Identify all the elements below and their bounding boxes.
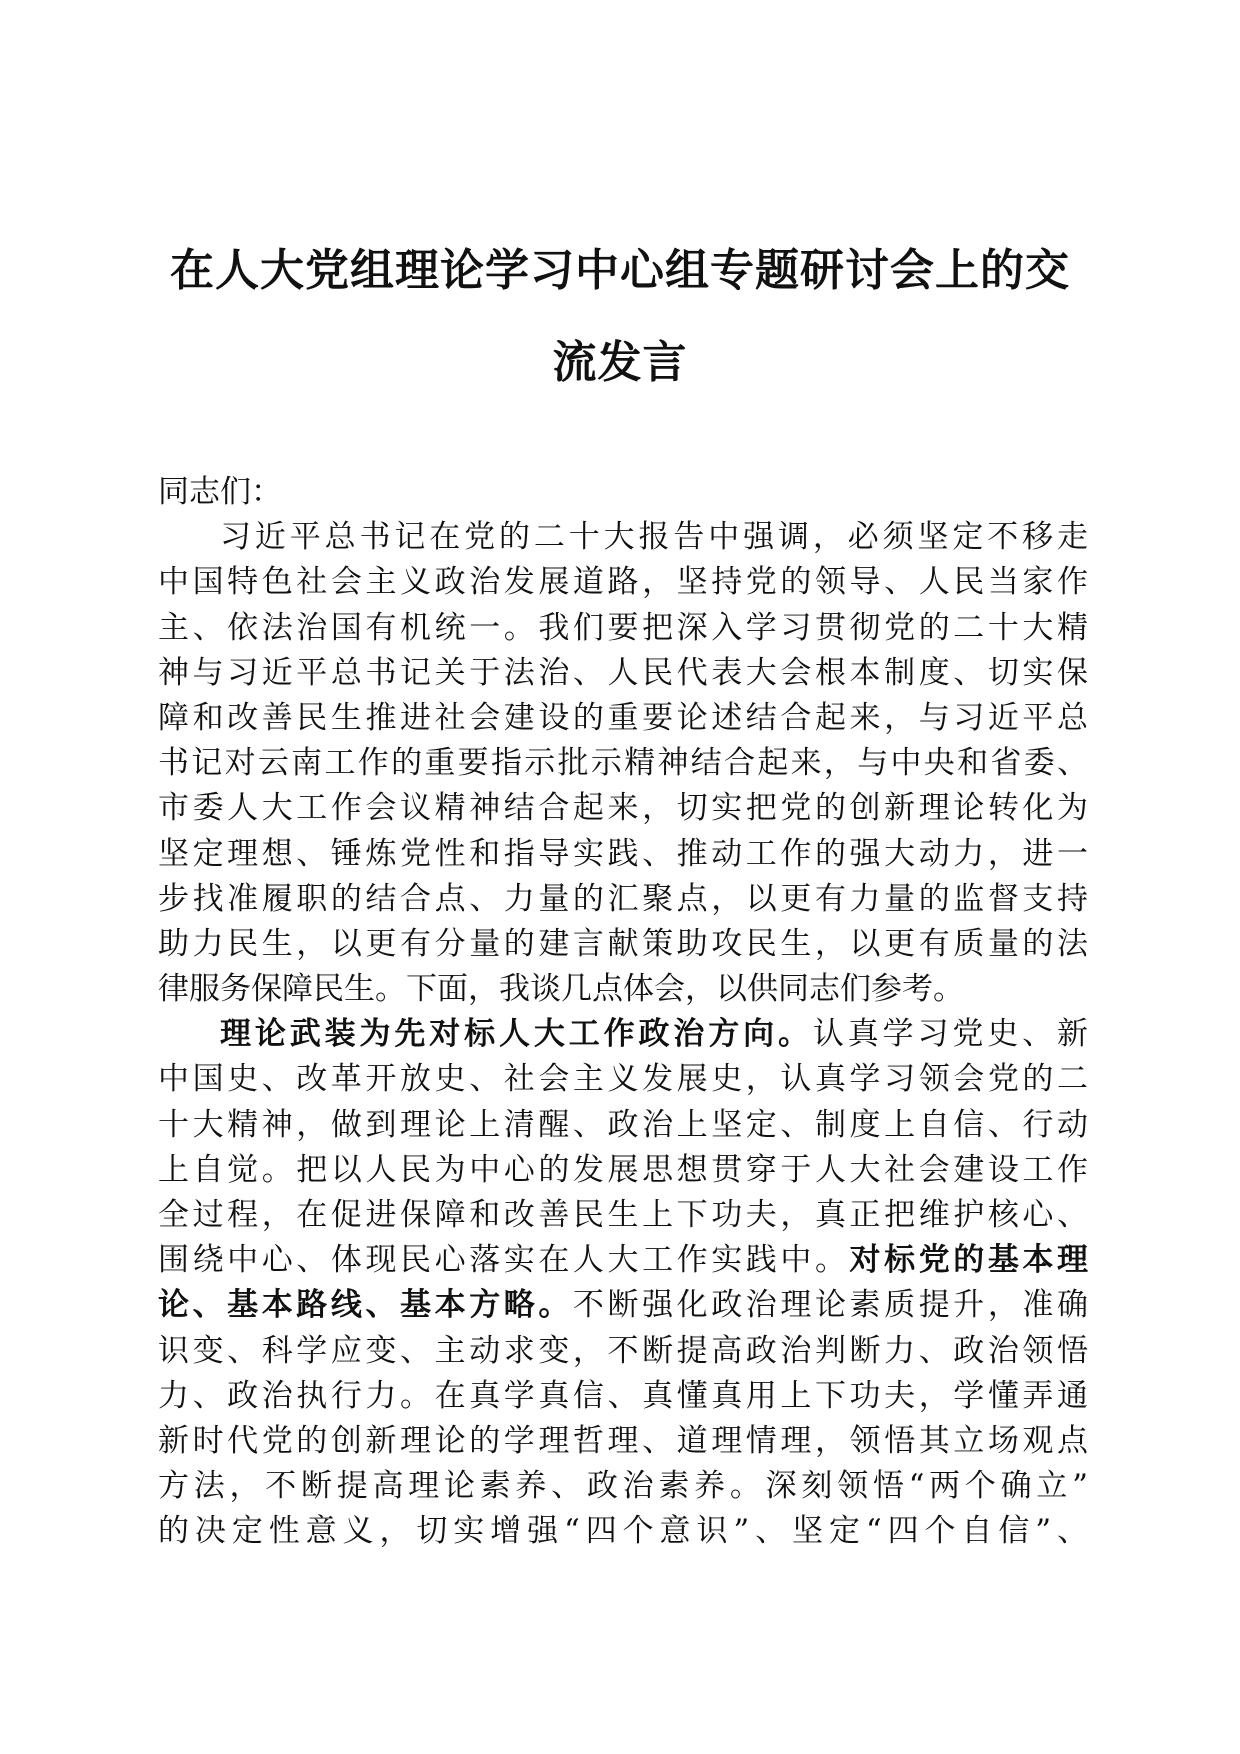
document-title bbox=[150, 225, 1090, 409]
paragraph-2-text: 不断强化政治理论素质提升，准确 bbox=[572, 1287, 1088, 1324]
paragraph-2-line: 中国史、改革开放史、社会主义发展史，认真学习领会党的二 bbox=[158, 1061, 1088, 1098]
title-line-2: 流发言 bbox=[552, 337, 688, 388]
document-body bbox=[158, 470, 1088, 1555]
greeting: 同志们： bbox=[158, 474, 282, 510]
paragraph-1-line: 市委人大工作会议精神结合起来，切实把党的创新理论转化为 bbox=[158, 790, 1088, 827]
paragraph-2-line: 全过程，在促进保障和改善民生上下功夫，真正把维护核心、 bbox=[158, 1197, 1088, 1233]
paragraph-1-line: 习近平总书记在党的二十大报告中强调，必须坚定不移走 bbox=[220, 519, 1088, 556]
paragraph-2-text: 围绕中心、体现民心落实在人大工作实践中。 bbox=[158, 1242, 850, 1279]
paragraph-1-line: 步找准履职的结合点、力量的汇聚点，以更有力量的监督支持 bbox=[158, 880, 1088, 917]
paragraph-2-line: 十大精神，做到理论上清醒、政治上坚定、制度上自信、行动 bbox=[158, 1106, 1088, 1143]
paragraph-2-line: 力、政治执行力。在真学真信、真懂真用上下功夫，学懂弄通 bbox=[158, 1377, 1088, 1414]
paragraph-2-line bbox=[158, 1012, 1088, 1057]
paragraph-2-line: 识变、科学应变、主动求变，不断提高政治判断力、政治领悟 bbox=[158, 1332, 1088, 1369]
paragraph-1-line: 主、依法治国有机统一。我们要把深入学习贯彻党的二十大精 bbox=[158, 609, 1088, 646]
paragraph-2-line bbox=[158, 1283, 1088, 1328]
paragraph-1-line: 助力民生，以更有分量的建言献策助攻民生，以更有质量的法 bbox=[158, 925, 1088, 962]
paragraph-1-line: 律服务保障民生。下面，我谈几点体会，以供同志们参考。 bbox=[158, 971, 964, 1008]
paragraph-2-line bbox=[158, 1238, 1088, 1283]
paragraph-1-line: 书记对云南工作的重要指示批示精神结合起来，与中央和省委、 bbox=[158, 745, 1088, 782]
paragraph-1-line: 神与习近平总书记关于法治、人民代表大会根本制度、切实保 bbox=[158, 654, 1088, 691]
section-subheading: 对标党的基本理 bbox=[849, 1242, 1089, 1279]
paragraph-2-text: 认真学习党史、新 bbox=[812, 1016, 1088, 1053]
section-subheading: 论、基本路线、基本方略。 bbox=[158, 1287, 573, 1324]
paragraph-2-line: 上自觉。把以人民为中心的发展思想贯穿于人大社会建设工作 bbox=[158, 1151, 1088, 1188]
paragraph-1-line: 中国特色社会主义政治发展道路，坚持党的领导、人民当家作 bbox=[158, 564, 1088, 601]
section-heading: 理论武装为先对标人大工作政治方向。 bbox=[220, 1016, 813, 1053]
paragraph-2-line: 新时代党的创新理论的学理哲理、道理情理，领悟其立场观点 bbox=[158, 1422, 1088, 1459]
title-line-1: 在人大党组理论学习中心组专题研讨会上的交 bbox=[170, 245, 1070, 296]
paragraph-2-line: 方法，不断提高理论素养、政治素养。深刻领悟“两个确立” bbox=[158, 1468, 1088, 1505]
paragraph-1-line: 坚定理想、锤炼党性和指导实践、推动工作的强大动力，进一 bbox=[158, 835, 1088, 872]
paragraph-2-line: 的决定性意义，切实增强“四个意识”、坚定“四个自信”、 bbox=[158, 1513, 1088, 1550]
paragraph-1-line: 障和改善民生推进社会建设的重要论述结合起来，与习近平总 bbox=[158, 699, 1088, 736]
